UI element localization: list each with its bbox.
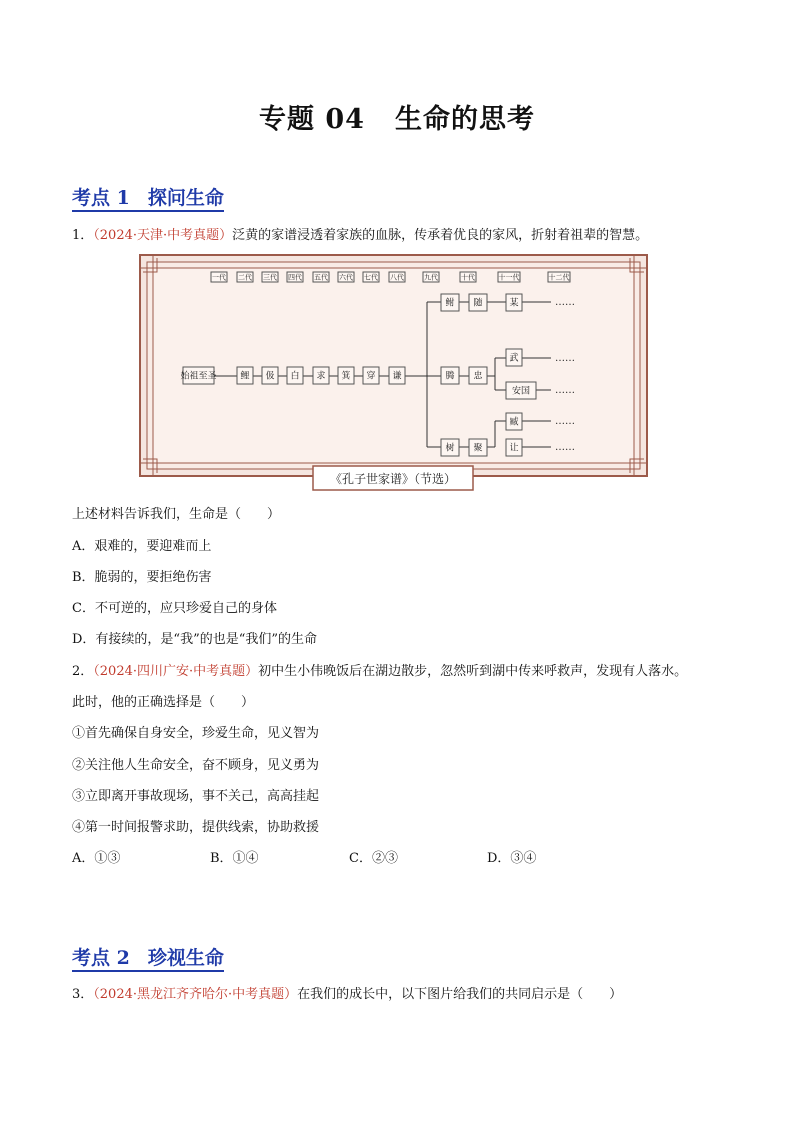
generation-label (423, 272, 439, 282)
ellipsis: …… (555, 416, 575, 427)
generation-label (211, 272, 227, 282)
svg-text:谦: 谦 (392, 371, 402, 382)
statement-2: ②关注他人生命安全，奋不顾身，见义勇为 (72, 758, 320, 773)
svg-text:一代: 一代 (212, 273, 226, 282)
generation-label (389, 272, 405, 282)
ellipsis: …… (555, 385, 575, 396)
svg-text:穿: 穿 (366, 371, 376, 382)
svg-text:白: 白 (290, 371, 300, 382)
question-3-stem: 3．（2024·黑龙江齐齐哈尔·中考真题）在我们的成长中，以下图片给我们的共同启示是（ ） (72, 987, 623, 1002)
svg-text:八代: 八代 (390, 273, 404, 282)
svg-text:求: 求 (316, 371, 326, 382)
svg-text:某: 某 (509, 298, 519, 309)
svg-text:六代: 六代 (339, 273, 353, 282)
section-heading-2: 考点 2 珍视生命 (72, 947, 224, 972)
svg-text:箕: 箕 (341, 371, 351, 382)
svg-text:树: 树 (445, 443, 455, 454)
statement-3: ③立即离开事故现场，事不关己，高高挂起 (72, 789, 320, 804)
name-box (506, 413, 522, 430)
option-b[interactable]: B．①④ (210, 851, 259, 866)
question-2-stem: 2．（2024·四川广安·中考真题）初中生小伟晚饭后在湖边散步，忽然听到湖中传来呼救声，发现有人落水。 (72, 664, 688, 679)
name-box (441, 439, 459, 456)
svg-text:九代: 九代 (424, 273, 438, 282)
option-d[interactable]: D．③④ (487, 851, 537, 866)
option-c[interactable]: C．不可逆的，应只珍爱自己的身体 (72, 601, 277, 616)
name-box (469, 367, 487, 384)
svg-text:五代: 五代 (314, 273, 328, 282)
ellipsis: …… (555, 297, 575, 308)
svg-text:武: 武 (509, 353, 519, 364)
statement-4: ④第一时间报警求助，提供线索，协助救援 (72, 820, 320, 835)
svg-text:随: 随 (473, 298, 483, 309)
svg-text:四代: 四代 (288, 273, 302, 282)
name-box (313, 367, 329, 384)
name-box (363, 367, 379, 384)
name-box (506, 294, 522, 311)
option-a[interactable]: A．艰难的，要迎难而上 (72, 539, 212, 554)
option-a[interactable]: A．①③ (72, 851, 121, 866)
svg-text:鲋: 鲋 (445, 298, 455, 309)
generation-label (460, 272, 476, 282)
svg-text:十代: 十代 (461, 273, 475, 282)
generation-label (338, 272, 354, 282)
generation-label (363, 272, 379, 282)
option-d[interactable]: D．有接续的，是“我”的也是“我们”的生命 (72, 632, 318, 647)
ancestor-box (180, 367, 216, 384)
name-box (237, 367, 253, 384)
question-source: （2024·天津·中考真题） (93, 228, 233, 243)
svg-text:忠: 忠 (473, 371, 483, 382)
svg-text:鲤: 鲤 (240, 371, 250, 382)
svg-text:臧: 臧 (509, 417, 519, 428)
name-box (441, 367, 459, 384)
svg-text:二代: 二代 (238, 273, 252, 282)
name-box (287, 367, 303, 384)
svg-text:三代: 三代 (263, 273, 277, 282)
statement-1: ①首先确保自身安全，珍爱生命，见义智为 (72, 726, 320, 741)
svg-text:腾: 腾 (445, 371, 455, 382)
name-box (506, 439, 522, 456)
name-box (262, 367, 278, 384)
name-box (469, 294, 487, 311)
name-box (506, 382, 536, 399)
svg-text:十一代: 十一代 (498, 273, 520, 282)
svg-text:十二代: 十二代 (548, 273, 570, 282)
name-box (441, 294, 459, 311)
svg-text:安国: 安国 (511, 386, 531, 397)
section-heading-1: 考点 1 探问生命 (72, 187, 224, 212)
name-box (506, 349, 522, 366)
svg-text:让: 让 (509, 443, 519, 454)
svg-text:始祖至圣: 始祖至圣 (180, 371, 217, 382)
question-1-prompt: 上述材料告诉我们，生命是（ ） (72, 507, 281, 522)
generation-label (548, 272, 570, 282)
generation-label (262, 272, 278, 282)
svg-text:七代: 七代 (364, 273, 378, 282)
name-box (389, 367, 405, 384)
page-title: 专题 04 生命的思考 (259, 104, 535, 135)
svg-text:伋: 伋 (265, 371, 275, 382)
generation-label (498, 272, 520, 282)
ellipsis: …… (555, 442, 575, 453)
genealogy-figure (139, 254, 648, 491)
question-1-stem: 1．（2024·天津·中考真题）泛黄的家谱浸透着家族的血脉，传承着优良的家风，折射着祖辈的智慧。 (72, 228, 649, 243)
question-source: （2024·四川广安·中考真题） (93, 664, 259, 679)
question-source: （2024·黑龙江齐齐哈尔·中考真题） (93, 987, 298, 1002)
question-2-prompt: 此时，他的正确选择是（ ） (72, 695, 255, 710)
ellipsis: …… (555, 353, 575, 364)
figure-caption: 《孔子世家谱》（节选） (329, 472, 457, 486)
option-b[interactable]: B．脆弱的，要拒绝伤害 (72, 570, 212, 585)
generation-label (237, 272, 253, 282)
option-c[interactable]: C．②③ (349, 851, 398, 866)
svg-text:聚: 聚 (473, 443, 483, 454)
generation-label (287, 272, 303, 282)
name-box (338, 367, 354, 384)
generation-label (313, 272, 329, 282)
name-box (469, 439, 487, 456)
